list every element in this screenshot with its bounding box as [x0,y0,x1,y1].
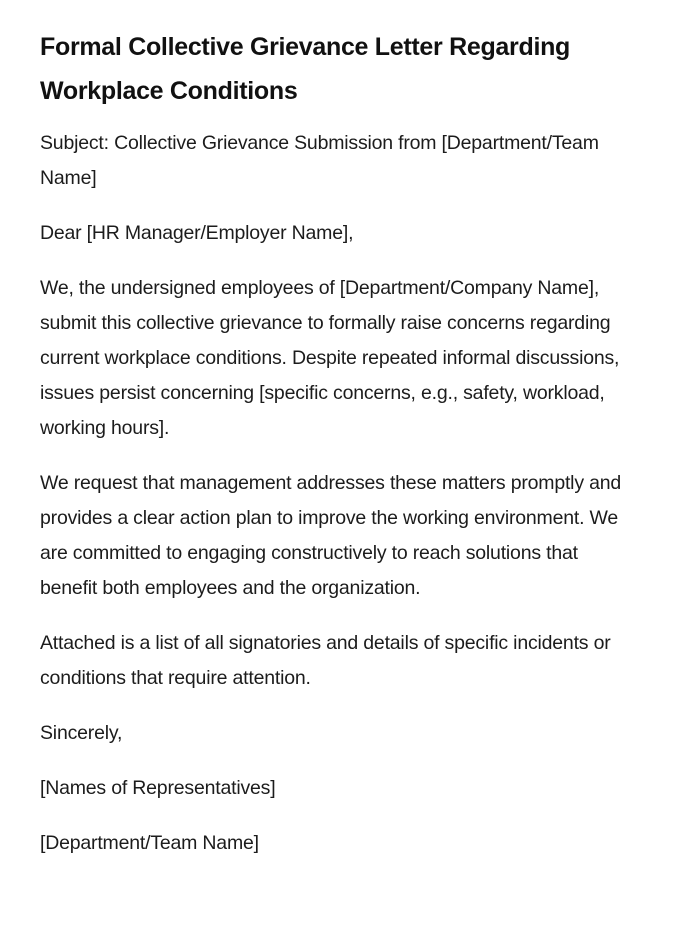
salutation: Dear [HR Manager/Employer Name], [40,222,354,244]
signature-representatives: [Names of Representatives] [40,777,276,799]
subject-line: Subject: Collective Grievance Submission from [Department/Team Name] [40,132,599,189]
body-paragraph: We request that management addresses these matters promptly and provides a clear action plan to improve the working environment. We are committed to engaging constructively to reach solutions that benefit both employees and the organization. [40,472,622,599]
closing-line: Sincerely, [40,722,123,744]
body-paragraph: Attached is a list of all signatories and details of specific incidents or conditions that require attention. [40,632,611,689]
signature-department: [Department/Team Name] [40,832,259,854]
body-paragraph: We, the undersigned employees of [Department/Company Name], submit this collective grievance to formally raise concerns regarding current workplace conditions. Despite repeated informal discussions, issues persist concerning [specific concerns, e.g., safety, workload, working hours]. [40,277,620,439]
page-title: Formal Collective Grievance Letter Regarding Workplace Conditions [40,33,571,105]
